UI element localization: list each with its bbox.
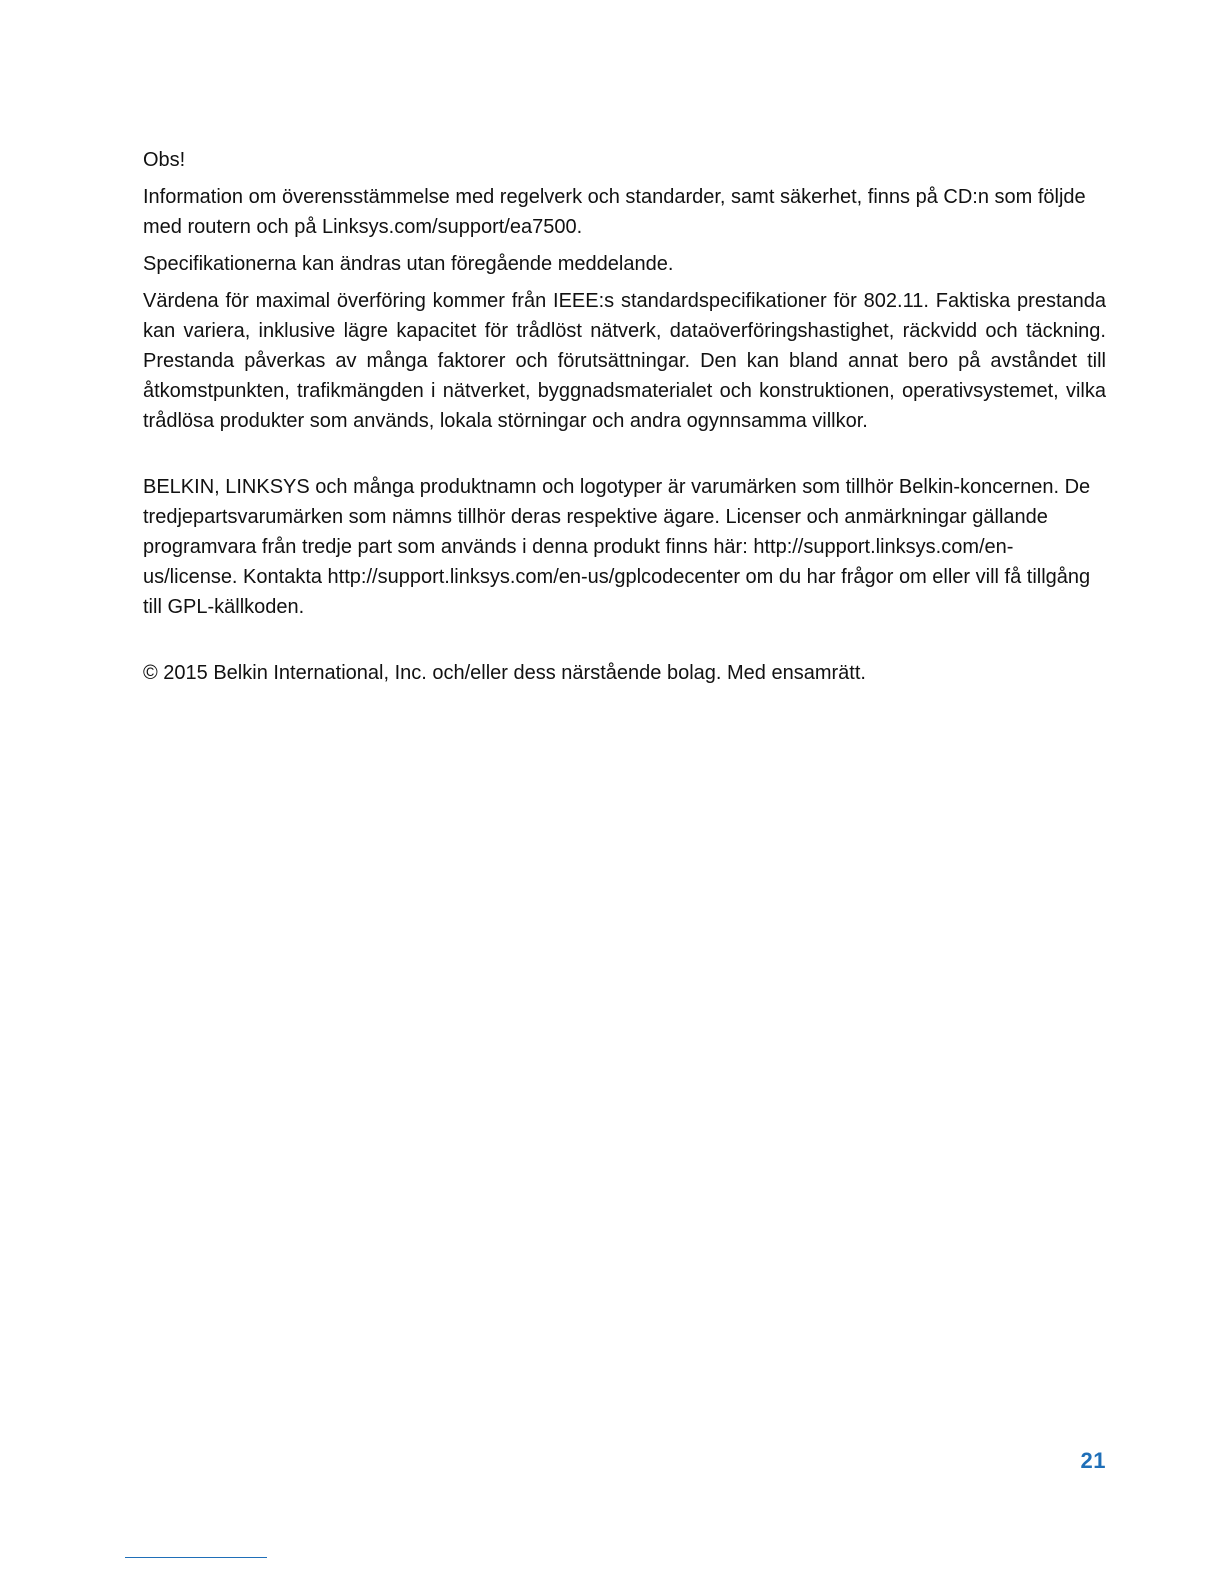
trademark-paragraph: BELKIN, LINKSYS och många produktnamn och logotyper är varumärken som tillhör Belkin-koncernen. De tredjepartsvarumärken som nämns tillhör deras respektive ägare. Licenser och anmärkningar gällande programvara från tredje part som används i denna produkt finns här: http://support.linksys.com/en-us/license. Kontakta http://support.linksys.com/en-us/gplcodecenter om du har frågor om eller vill få tillgång till GPL-källkoden. [143, 476, 1091, 618]
note-heading: Obs! [143, 149, 186, 171]
compliance-paragraph: Information om överensstämmelse med regelverk och standarder, samt säkerhet, finns på CD:n som följde med routern och på Linksys.com/support/ea7500. [143, 186, 1086, 238]
copyright-paragraph: © 2015 Belkin International, Inc. och/eller dess närstående bolag. Med ensamrätt. [143, 662, 866, 684]
performance-paragraph: Värdena för maximal överföring kommer från IEEE:s standardspecifikationer för 802.11. Faktiska prestanda kan variera, inklusive lägre kapacitet för trådlöst nätverk, dataöverföringshastighet, räckvidd och täckning. Prestanda påverkas av många faktorer och förutsättningar. Den kan bland annat bero på avståndet till åtkomstpunkten, trafikmängden i nätverket, byggnadsmaterialet och konstruktionen, operativsystemet, vilka trådlösa produkter som används, lokala störningar och andra ogynnsamma villkor. [143, 290, 1106, 432]
specifications-paragraph: Specifikationerna kan ändras utan föregående meddelande. [143, 253, 674, 275]
document-body [143, 145, 1106, 688]
footer-divider [125, 1557, 267, 1558]
page-number: 21 [1080, 1448, 1106, 1473]
